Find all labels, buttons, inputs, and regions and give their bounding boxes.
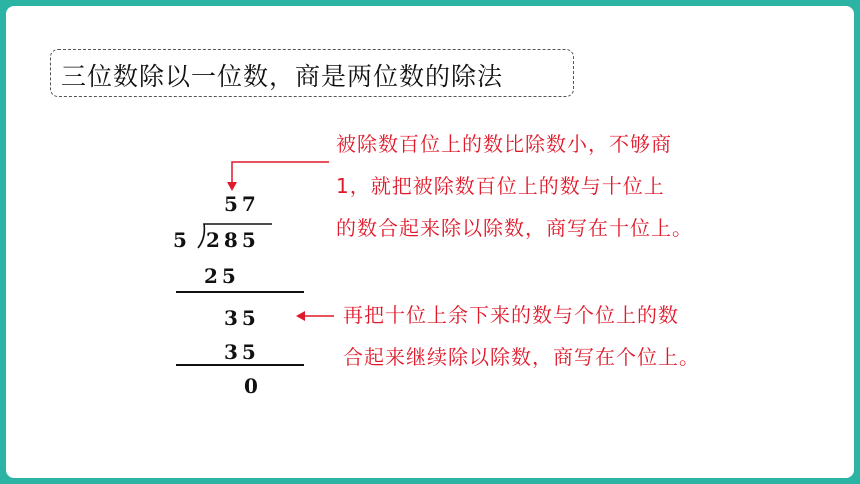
note1-line1: 被除数百位上的数比除数小，不够商 [336,132,672,156]
final-remainder: 0 [244,374,262,398]
page-title: 三位数除以一位数，商是两位数的除法 [61,62,504,91]
division-line-1 [176,291,304,293]
note1-line2: 1，就把被除数百位上的数与十位上 [336,174,665,198]
note1-line3: 的数合起来除以除数，商写在十位上。 [336,216,693,240]
step1-product: 25 [204,264,240,288]
step2-remainder: 35 [224,306,260,330]
title-box [50,49,574,97]
quotient: 57 [224,192,260,216]
note2-line2: 合起来继续除以除数，商写在个位上。 [343,345,700,369]
division-line-2 [176,364,304,366]
note2-line1: 再把十位上余下来的数与个位上的数 [343,303,679,327]
dividend: 285 [206,228,260,252]
divisor: 5 [173,228,191,252]
step2-product: 35 [224,340,260,364]
